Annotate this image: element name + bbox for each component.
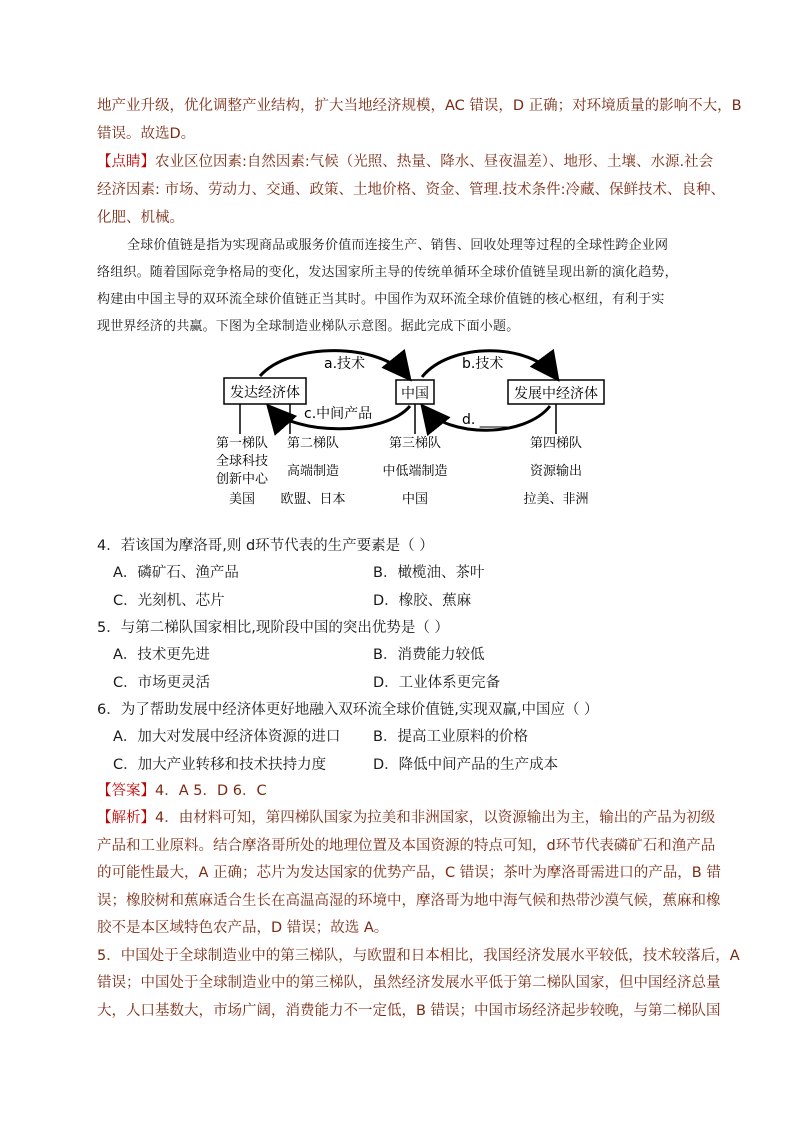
tier2-line: 高端制造 bbox=[286, 464, 340, 479]
analysis-line: 误；橡胶树和蕉麻适合生长在高温高湿的环境中，摩洛哥为地中海气候和热带沙漠气候，蕉麻和橡 bbox=[97, 893, 721, 909]
option-c: C．市场更灵活 bbox=[113, 675, 211, 691]
text-line: 化肥、机械。 bbox=[97, 210, 184, 226]
box-china-label: 中国 bbox=[401, 386, 429, 402]
option-c: C．光刻机、芯片 bbox=[113, 593, 225, 609]
analysis-line bbox=[97, 808, 715, 828]
option-d: D．工业体系更完备 bbox=[373, 675, 501, 691]
material-line: 络组织。随着国际竞争格局的变化，发达国家所主导的传统单循环全球价值链呈现出新的演化趋势， bbox=[97, 265, 678, 280]
analysis-text: 4．由材料可知，第四梯队国家为拉美和非洲国家，以资源输出为主，输出的产品为初级 bbox=[155, 810, 716, 826]
material-line: 全球价值链是指为实现商品或服务价值而连接生产、销售、回收处理等过程的全球性跨企业网 bbox=[127, 238, 669, 253]
tier2-title: 第二梯队 bbox=[286, 436, 340, 451]
text-line: 错误。故选D。 bbox=[97, 126, 196, 142]
point-tag: 【点睛】 bbox=[97, 154, 155, 170]
text-line: 地产业升级，优化调整产业结构，扩大当地经济规模，AC 错误，D 正确；对环境质量的影响不大，B bbox=[97, 98, 742, 114]
value-chain-diagram bbox=[200, 340, 620, 510]
arrow-c-label: c.中间产品 bbox=[304, 406, 373, 422]
option-a: A．磷矿石、渔产品 bbox=[113, 565, 239, 581]
box-developed-label: 发达经济体 bbox=[230, 385, 300, 401]
arrow-b-label: b.技术 bbox=[462, 356, 504, 372]
tier4-country: 拉美、非洲 bbox=[523, 492, 589, 507]
answer-line bbox=[97, 781, 267, 801]
tier1-line: 全球科技 bbox=[215, 454, 269, 469]
tier3-title: 第三梯队 bbox=[388, 436, 442, 451]
arrow-a-label: a.技术 bbox=[324, 356, 366, 372]
option-c: C．加大产业转移和技术扶持力度 bbox=[113, 757, 327, 773]
option-b: B．提高工业原料的价格 bbox=[373, 729, 528, 745]
analysis-tag: 【解析】 bbox=[97, 810, 155, 826]
option-a: A．技术更先进 bbox=[113, 647, 210, 663]
material-line: 现世界经济的共赢。下图为全球制造业梯队示意图。据此完成下面小题。 bbox=[97, 319, 520, 334]
answer-tag: 【答案】 bbox=[97, 783, 155, 799]
question-stem: 4．若该国为摩洛哥,则 d环节代表的生产要素是（ ） bbox=[97, 538, 434, 554]
arrow-d-label: d. ____ bbox=[462, 412, 508, 428]
material-line: 构建由中国主导的双环流全球价值链正当其时。中国作为双环流全球价值链的核心枢纽，有利于实 bbox=[97, 292, 665, 307]
option-d: D．降低中间产品的生产成本 bbox=[373, 757, 559, 773]
analysis-line: 大，人口基数大，市场广阔，消费能力不一定低，B 错误；中国市场经济起步较晚，与第二梯队国 bbox=[97, 1003, 721, 1019]
option-a: A．加大对发展中经济体资源的进口 bbox=[113, 729, 341, 745]
tier3-line: 中低端制造 bbox=[382, 464, 448, 479]
question-stem: 6．为了帮助发展中经济体更好地融入双环流全球价值链,实现双赢,中国应（ ） bbox=[97, 702, 599, 718]
tier2-country: 欧盟、日本 bbox=[280, 492, 346, 507]
tier3-country: 中国 bbox=[401, 492, 429, 507]
question-stem: 5．与第二梯队国家相比,现阶段中国的突出优势是（ ） bbox=[97, 620, 449, 636]
box-developing-label: 发展中经济体 bbox=[514, 386, 598, 402]
tier1-line: 创新中心 bbox=[215, 472, 269, 487]
analysis-line: 5．中国处于全球制造业中的第三梯队，与欧盟和日本相比，我国经济发展水平较低，技术较落后，A bbox=[97, 948, 740, 964]
analysis-line: 错误；中国处于全球制造业中的第三梯队，虽然经济发展水平低于第二梯队国家，但中国经济总量 bbox=[97, 975, 721, 991]
answer-text: 4．A 5．D 6．C bbox=[155, 783, 267, 799]
analysis-line: 胶不是本区域特色农产品，D 错误；故选 A。 bbox=[97, 920, 389, 936]
point-text: 农业区位因素:自然因素:气候（光照、热量、降水、昼夜温差）、地形、土壤、水源.社会 bbox=[155, 154, 714, 170]
analysis-line: 产品和工业原料。结合摩洛哥所处的地理位置及本国资源的特点可知，d环节代表磷矿石和渔产品 bbox=[97, 838, 716, 854]
tier4-title: 第四梯队 bbox=[529, 436, 583, 451]
tier4-line: 资源输出 bbox=[529, 464, 583, 479]
option-b: B．橄榄油、茶叶 bbox=[373, 565, 485, 581]
option-d: D．橡胶、蕉麻 bbox=[373, 593, 472, 609]
option-b: B．消费能力较低 bbox=[373, 647, 485, 663]
point-line bbox=[97, 152, 713, 172]
analysis-line: 的可能性最大，A 正确；芯片为发达国家的优势产品，C 错误；茶叶为摩洛哥需进口的产品，B 错 bbox=[97, 865, 721, 881]
tier1-title: 第一梯队 bbox=[215, 436, 269, 451]
tier1-country: 美国 bbox=[228, 492, 256, 507]
text-line: 经济因素: 市场、劳动力、交通、政策、土地价格、资金、管理.技术条件:冷藏、保鲜技术、良种、 bbox=[97, 182, 725, 198]
